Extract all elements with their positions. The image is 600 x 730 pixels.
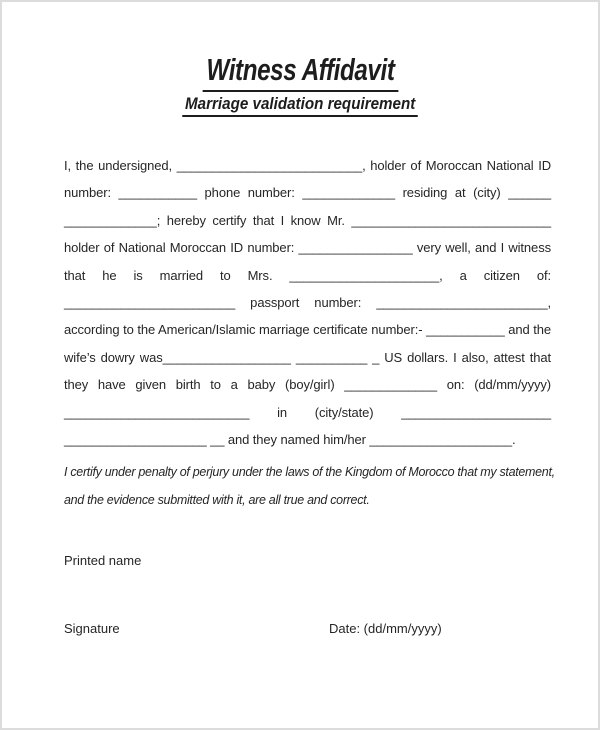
- certification-line-1: I certify under penalty of perjury under the laws of the Kingdom of Morocco that my statement,: [64, 465, 555, 479]
- date-label: Date: (dd/mm/yyyy): [329, 621, 442, 636]
- body-line-4: holder of National Moroccan ID number: ________________ very well, and I witness: [64, 240, 551, 256]
- signature-date-row: [64, 615, 551, 642]
- subtitle-row: [2, 95, 598, 117]
- body-line-7: according to the American/Islamic marriage certificate number:- ___________ and the: [64, 322, 551, 338]
- perjury-certification-statement: [64, 459, 555, 514]
- body-line-9: they have given birth to a baby (boy/girl) _____________ on: (dd/mm/yyyy): [64, 377, 551, 393]
- certification-line-2: and the evidence submitted with it, are all true and correct.: [64, 492, 370, 507]
- body-line-11: ____________________ __ and they named him/her ____________________.: [64, 432, 516, 448]
- document-subtitle: Marriage validation requirement: [182, 95, 418, 117]
- affidavit-body-paragraph: [64, 152, 551, 453]
- body-line-8: wife’s dowry was__________________ __________ _ US dollars. I also, attest that: [64, 349, 551, 365]
- document-header: [2, 52, 598, 117]
- body-line-5: that he is married to Mrs. _____________________, a citizen of:: [64, 267, 551, 283]
- printed-name-label: Printed name: [64, 553, 142, 568]
- document-title: Witness Affidavit: [202, 52, 398, 92]
- body-line-6: ________________________ passport number: ________________________,: [64, 295, 551, 311]
- body-line-3: _____________; hereby certify that I know Mr. ____________________________: [64, 212, 551, 228]
- body-line-10: __________________________ in (city/state) _____________________: [64, 404, 551, 420]
- signature-label: Signature: [64, 621, 120, 636]
- body-line-1: I, the undersigned, __________________________, holder of Moroccan National ID: [64, 158, 551, 173]
- body-line-2: number: ___________ phone number: _____________ residing at (city) ______: [64, 185, 551, 201]
- title-row: [2, 52, 598, 92]
